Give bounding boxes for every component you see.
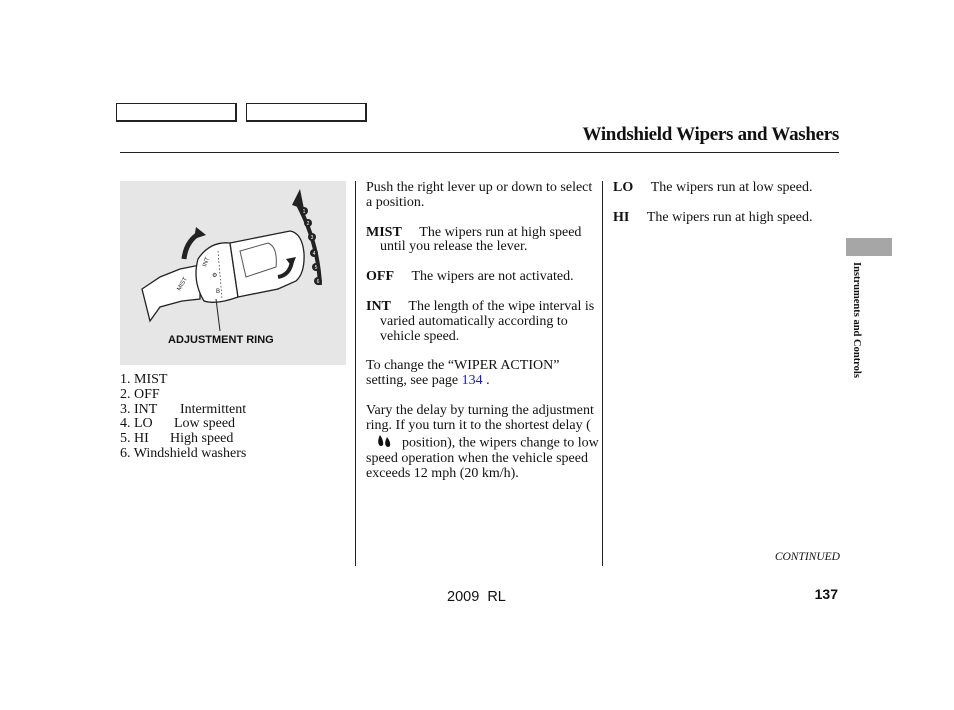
lo-term: LO bbox=[613, 180, 634, 195]
svg-text:3: 3 bbox=[310, 235, 314, 241]
section-label bbox=[848, 262, 862, 412]
footer-model: 2009 RL bbox=[447, 589, 506, 605]
off-text: The wipers are not activated. bbox=[411, 269, 574, 285]
delay-text-end: position), the wipers change to low speed operation when the vehicle speed exceeds 12 mph (20 km/h). bbox=[366, 435, 599, 482]
svg-text:1: 1 bbox=[302, 209, 306, 215]
svg-text:B: B bbox=[216, 289, 221, 295]
legend-label: 2. OFF bbox=[120, 386, 160, 402]
wiper-action-paragraph: To change the “WIPER ACTION” setting, see page 134 . bbox=[366, 358, 560, 389]
delay-text-start: Vary the delay by turning the adjustment ring. If you turn it to the shortest delay ( bbox=[366, 402, 594, 433]
speed-column bbox=[613, 181, 843, 241]
svg-text:INT: INT bbox=[202, 256, 212, 268]
continued-label: CONTINUED bbox=[774, 551, 840, 563]
lo-text: The wipers run at low speed. bbox=[650, 180, 813, 195]
nav-button-1[interactable] bbox=[116, 103, 237, 122]
legend-label: 4. LO bbox=[120, 416, 153, 432]
column-divider-1 bbox=[355, 181, 356, 566]
column-divider-2 bbox=[602, 181, 603, 566]
legend-description: Low speed bbox=[174, 416, 236, 432]
legend-item bbox=[120, 388, 246, 403]
hi-text: The wipers run at high speed. bbox=[646, 209, 813, 225]
legend-item bbox=[120, 403, 246, 418]
legend-label: 6. Windshield washers bbox=[120, 445, 247, 461]
svg-text:⚙: ⚙ bbox=[212, 273, 218, 279]
mist-text: The wipers run at high speed until you release the lever. bbox=[380, 224, 582, 255]
off-paragraph bbox=[366, 270, 601, 285]
mist-term: MIST bbox=[366, 224, 402, 240]
section-label-text: Instruments and Controls bbox=[851, 262, 862, 378]
legend-item bbox=[120, 447, 246, 462]
mist-paragraph bbox=[366, 226, 601, 256]
delay-paragraph bbox=[366, 404, 601, 482]
legend-description: High speed bbox=[170, 431, 234, 447]
wiper-lever-figure bbox=[120, 181, 346, 365]
int-paragraph bbox=[366, 300, 601, 344]
header-rule bbox=[120, 152, 839, 153]
legend-item bbox=[120, 432, 246, 447]
int-term: INT bbox=[366, 298, 391, 314]
legend-label: 3. INT bbox=[120, 401, 158, 417]
raindrop-icon bbox=[366, 434, 402, 453]
page-title: Windshield Wipers and Washers bbox=[582, 124, 839, 145]
section-tab[interactable] bbox=[846, 238, 892, 256]
figure-legend bbox=[120, 373, 246, 462]
legend-item bbox=[120, 417, 246, 432]
hi-paragraph bbox=[613, 211, 843, 226]
svg-text:6: 6 bbox=[316, 279, 320, 285]
figure-caption: ADJUSTMENT RING bbox=[168, 334, 274, 346]
int-text: The length of the wipe interval is varied automatically according to vehicle speed. bbox=[380, 298, 595, 344]
page-link-134[interactable]: 134 bbox=[461, 373, 483, 389]
legend-label: 5. HI bbox=[120, 431, 149, 447]
off-term: OFF bbox=[366, 269, 394, 285]
page-number: 137 bbox=[814, 586, 838, 602]
legend-item bbox=[120, 373, 246, 388]
wiper-action-text: To change the “WIPER ACTION” setting, see page bbox=[366, 358, 560, 389]
lo-paragraph bbox=[613, 181, 843, 196]
svg-text:5: 5 bbox=[314, 265, 318, 271]
svg-text:4: 4 bbox=[312, 251, 316, 257]
svg-text:MIST: MIST bbox=[176, 276, 189, 292]
legend-description: Intermittent bbox=[180, 401, 247, 417]
intro-paragraph: Push the right lever up or down to select a position. bbox=[366, 180, 593, 210]
instructions-column bbox=[366, 181, 601, 497]
nav-button-2[interactable] bbox=[246, 103, 367, 122]
legend-label: 1. MIST bbox=[120, 372, 168, 387]
svg-text:2: 2 bbox=[306, 221, 310, 227]
hi-term: HI bbox=[613, 209, 630, 225]
